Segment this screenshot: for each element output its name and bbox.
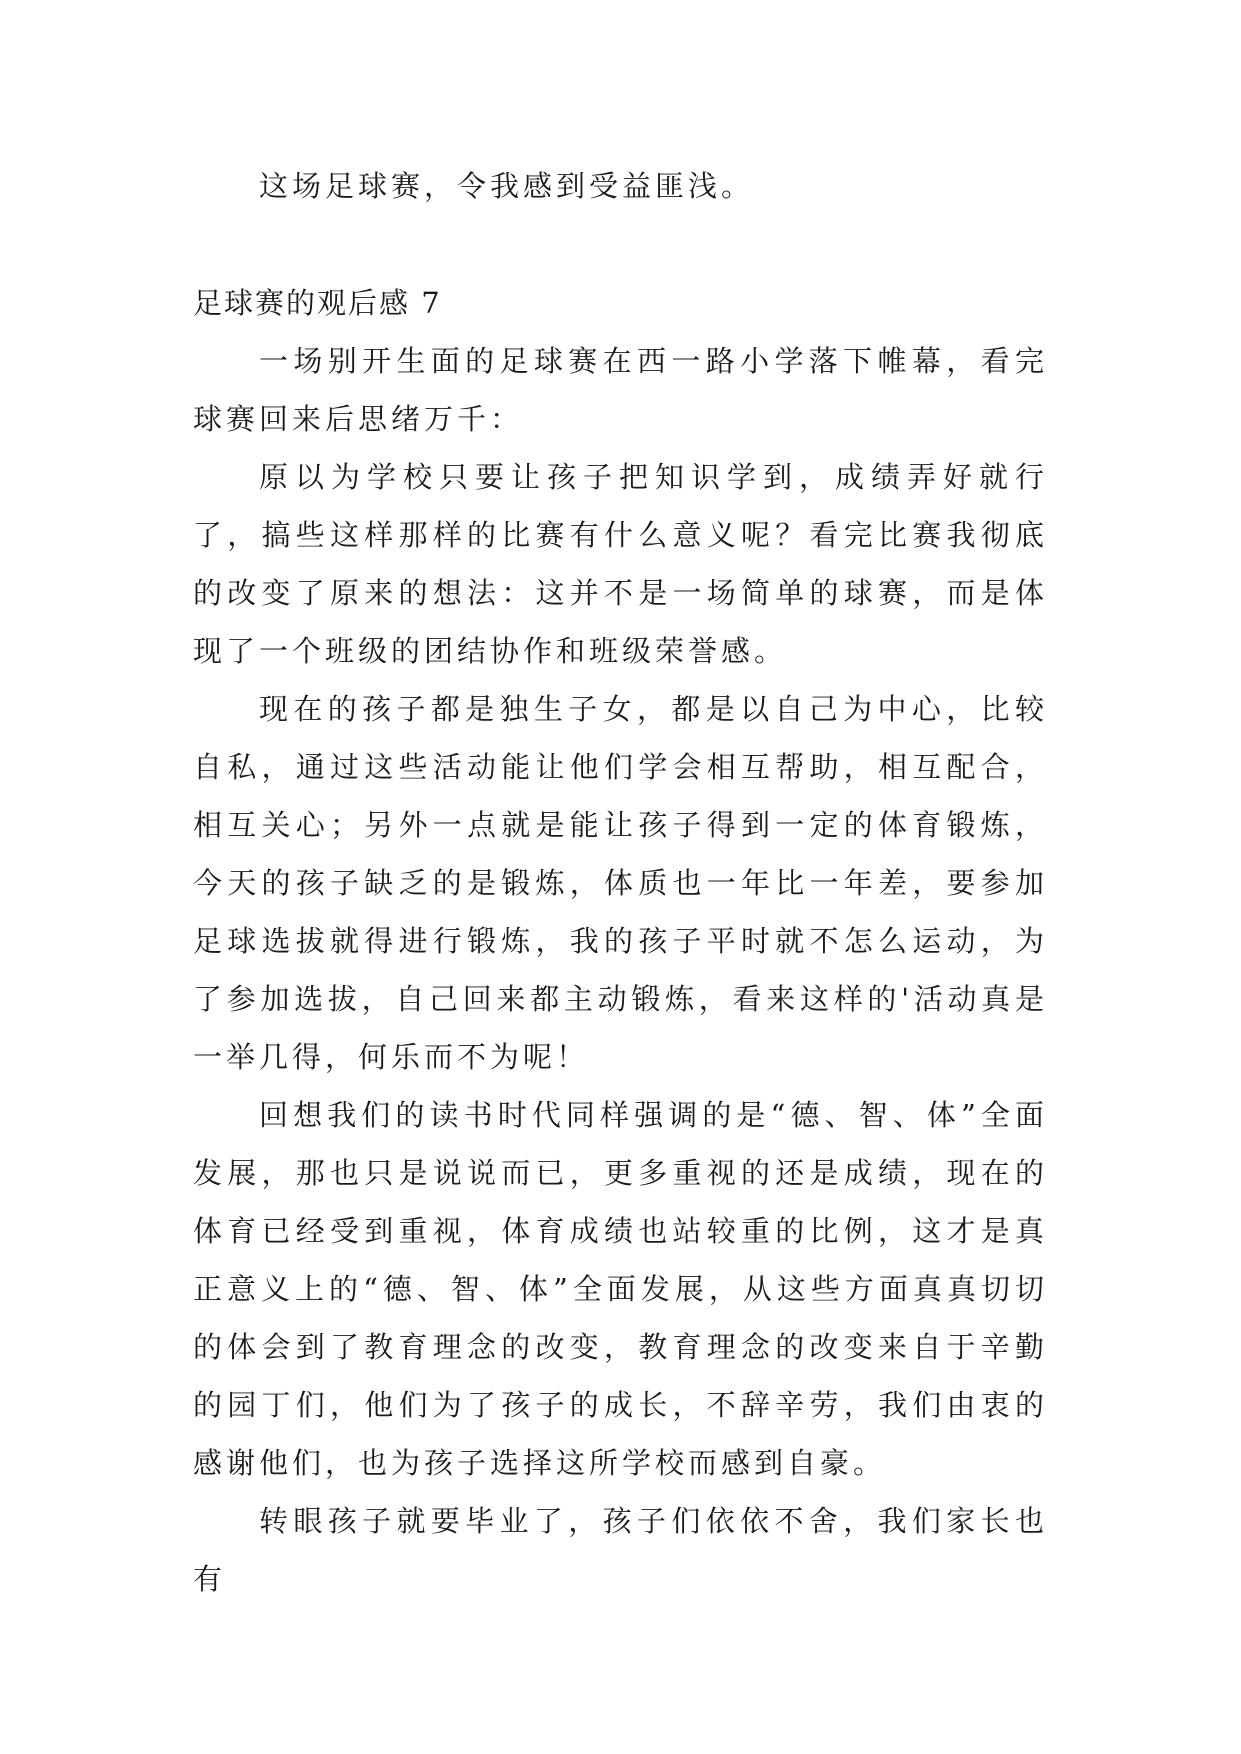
section-title: 足球赛的观后感 7 bbox=[193, 286, 442, 320]
body-paragraph-3: 现在的孩子都是独生子女，都是以自己为中心，比较自私，通过这些活动能让他们学会相互帮助，相互配合，相互关心；另外一点就是能让孩子得到一定的体育锻炼，今天的孩子缺乏的是锻炼，体质也一年比一年差，要参加足球选拔就得进行锻炼，我的孩子平时就不怎么运动，为了参加选拔，自己回来都主动锻炼，看来这样的'活动真是一举几得，何乐而不为呢！ bbox=[193, 692, 1048, 1074]
body-paragraph-2: 原以为学校只要让孩子把知识学到，成绩弄好就行了，搞些这样那样的比赛有什么意义呢？看完比赛我彻底的改变了原来的想法：这并不是一场简单的球赛，而是体现了一个班级的团结协作和班级荣誉感。 bbox=[193, 460, 1048, 668]
body-paragraph-1: 一场别开生面的足球赛在西一路小学落下帷幕，看完球赛回来后思绪万千： bbox=[193, 344, 1048, 436]
body-paragraph-5: 转眼孩子就要毕业了，孩子们依依不舍，我们家长也有 bbox=[193, 1504, 1048, 1596]
intro-block bbox=[193, 157, 1048, 215]
intro-paragraph: 这场足球赛，令我感到受益匪浅。 bbox=[259, 169, 755, 203]
body-paragraph-4: 回想我们的读书时代同样强调的是“德、智、体”全面发展，那也只是说说而已，更多重视的还是成绩，现在的体育已经受到重视，体育成绩也站较重的比例，这才是真正意义上的“德、智、体”全面发展，从这些方面真真切切的体会到了教育理念的改变，教育理念的改变来自于辛勤的园丁们，他们为了孩子的成长，不辞辛劳，我们由衷的感谢他们，也为孩子选择这所学校而感到自豪。 bbox=[193, 1098, 1048, 1480]
essay-block bbox=[193, 274, 1048, 1608]
